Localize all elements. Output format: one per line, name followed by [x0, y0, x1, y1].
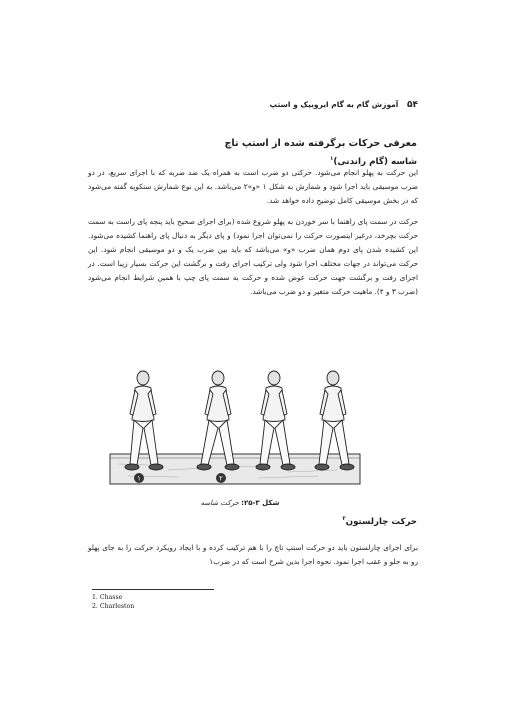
walking-figures-illustration [108, 368, 362, 490]
paragraph-3: برای اجرای چارلستون باید دو حرکت استپ تاچ را با هم ترکیب کرده و با ایجاد رویکرد حرکت را به جای پهلو رو به جلو و عقب اجرا نمود. نحوه اجرا بدین شرح است که در ضرب۱ [88, 543, 418, 566]
step-label-1: ۱ [137, 474, 141, 483]
subtitle-text: شاسه (گام راندنی) [333, 156, 417, 167]
running-title: آموزش گام به گام ایروبیک و استپ [269, 100, 399, 109]
paragraph-1: این حرکت به پهلو انجام می‌شود. حرکتی دو ضرب است به همراه یک ضد ضربه که با اجرای سریع، در دو ضرب موسیقی باید اجرا شود و شمارش به شکل ۱ «و»۲ می‌باشد. به این نوع شمارش سنکوپه گفته می‌شود که در بخش موسیقی کامل توضیح داده خواهد شد. [88, 168, 418, 205]
step-label-2: ۲ [219, 474, 223, 483]
section-title: معرفی حرکات برگرفته شده از استپ تاچ [224, 138, 417, 149]
footnote-1: 1. Chasse [92, 594, 123, 601]
caption-text: حرکت شاسه [200, 499, 239, 507]
section-2-title [87, 516, 417, 527]
footnote-marker: ۱ [330, 156, 334, 162]
page-number: ۵۴ [407, 100, 418, 110]
figure-chasse [108, 368, 362, 490]
footnote-2: 2. Charleston [92, 603, 135, 610]
figure-caption [150, 499, 330, 507]
section-2-title-text: حرکت چارلستون [345, 516, 417, 527]
running-header [88, 100, 418, 116]
caption-label: شکل ۳-۲۵: [241, 499, 280, 507]
footnote-marker-2: ۲ [342, 516, 346, 522]
paragraph-2: حرکت در سمت پای راهنما با سر خوردن به پهلو شروع شده (برای اجرای صحیح باید پنجه پای راست به سمت حرکت بچرخد، درغیر اینصورت حرکت را نمی‌توان اجرا نمود) و پای دیگر به دنبال پای راهنما کشیده می‌شود. این کشیده شدن پای دوم همان ضرب «و» می‌باشد که باید بین ضرب یک و دو موسیقی انجام شود. این حرکت می‌تواند در جهات مختلف اجرا شود ولی ترکیب اجرای رفت و برگشت این حرکت بسیار زیبا است. در اجرای رفت و برگشت جهت حرکت عوض شده و حرکت به سمت پای چپ با همین شرایط انجام می‌شود (ضرب ۳ و ۴). ماهیت حرکت متغیر و دو ضرب می‌باشد. [88, 217, 418, 296]
footnote-rule [92, 589, 214, 590]
